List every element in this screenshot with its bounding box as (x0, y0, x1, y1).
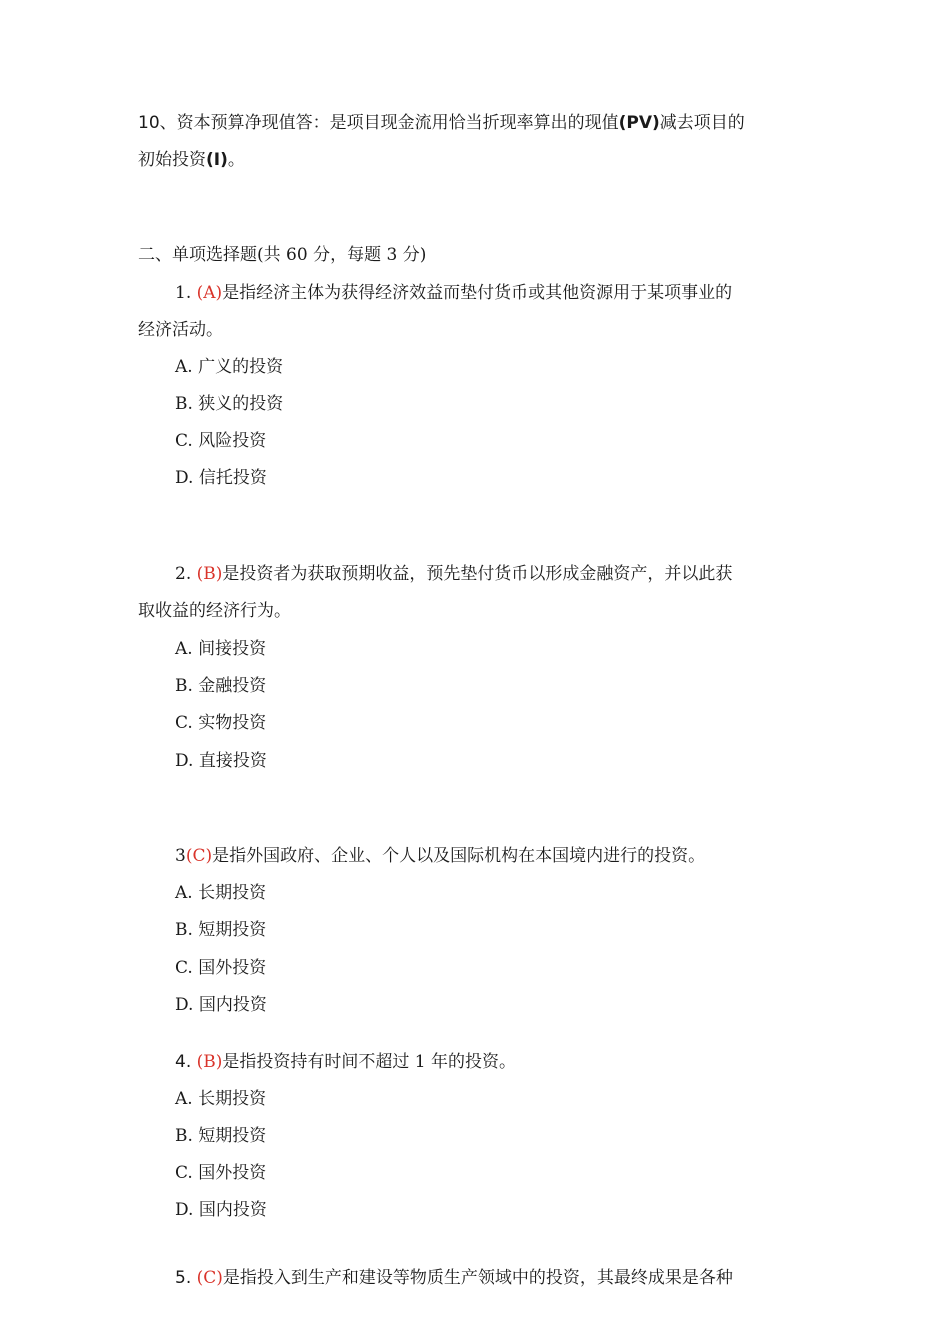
question-2-option-c: C. 实物投资 (175, 713, 267, 733)
question-2-option-b: B. 金融投资 (175, 676, 267, 696)
question-3-option-b: B. 短期投资 (175, 920, 267, 940)
definition-10-i: (I) (206, 150, 228, 170)
question-number: 3 (175, 846, 186, 866)
question-1-stem-line-2: 经济活动。 (138, 320, 223, 340)
question-number: 4. (175, 1052, 192, 1072)
question-1-option-b: B. 狭义的投资 (175, 394, 284, 414)
question-answer: (B) (196, 564, 223, 584)
question-answer: (C) (196, 1268, 223, 1288)
section-heading: 二、单项选择题(共 60 分，每题 3 分) (138, 245, 427, 265)
definition-10-line-2 (138, 148, 245, 172)
question-1-option-a: A. 广义的投资 (175, 357, 284, 377)
definition-10-text-end: 减去项目的 (659, 113, 745, 133)
question-2-option-a: A. 间接投资 (175, 639, 267, 659)
question-3-option-a: A. 长期投资 (175, 883, 267, 903)
question-text: 是指经济主体为获得经济效益而垫付货币或其他资源用于某项事业的 (222, 283, 733, 303)
question-3-stem (175, 844, 705, 868)
question-1-option-c: C. 风险投资 (175, 431, 267, 451)
question-1-stem (175, 281, 732, 305)
question-4-stem (175, 1050, 516, 1074)
question-answer: (C) (185, 846, 213, 866)
question-text: 是指投资持有时间不超过 1 年的投资。 (222, 1052, 517, 1072)
question-answer: (A) (196, 283, 223, 303)
question-4-option-d: D. 国内投资 (175, 1200, 267, 1220)
definition-10-text-2: 初始投资 (138, 150, 206, 170)
definition-10-text: 10、资本预算净现值答：是项目现金流用恰当折现率算出的现值 (138, 113, 619, 133)
definition-10-line-1 (138, 111, 745, 135)
question-text: 是投资者为获取预期收益，预先垫付货币以形成金融资产，并以此获 (222, 564, 733, 584)
question-4-option-b: B. 短期投资 (175, 1126, 267, 1146)
question-number: 5. (175, 1268, 192, 1288)
question-number: 2. (175, 564, 192, 584)
question-4-option-a: A. 长期投资 (175, 1089, 267, 1109)
question-2-option-d: D. 直接投资 (175, 751, 267, 771)
question-2-stem-line-2: 取收益的经济行为。 (138, 601, 291, 621)
question-number: 1. (175, 283, 192, 303)
question-text: 是指投入到生产和建设等物质生产领域中的投资，其最终成果是各种 (222, 1268, 733, 1288)
question-1-option-d: D. 信托投资 (175, 468, 267, 488)
definition-10-period: 。 (227, 150, 245, 170)
question-4-option-c: C. 国外投资 (175, 1163, 267, 1183)
question-3-option-c: C. 国外投资 (175, 958, 267, 978)
question-answer: (B) (196, 1052, 223, 1072)
definition-10-pv: (PV) (618, 113, 660, 133)
question-text: 是指外国政府、企业、个人以及国际机构在本国境内进行的投资。 (212, 846, 706, 866)
question-3-option-d: D. 国内投资 (175, 995, 267, 1015)
question-5-stem (175, 1266, 733, 1290)
question-2-stem (175, 562, 732, 586)
